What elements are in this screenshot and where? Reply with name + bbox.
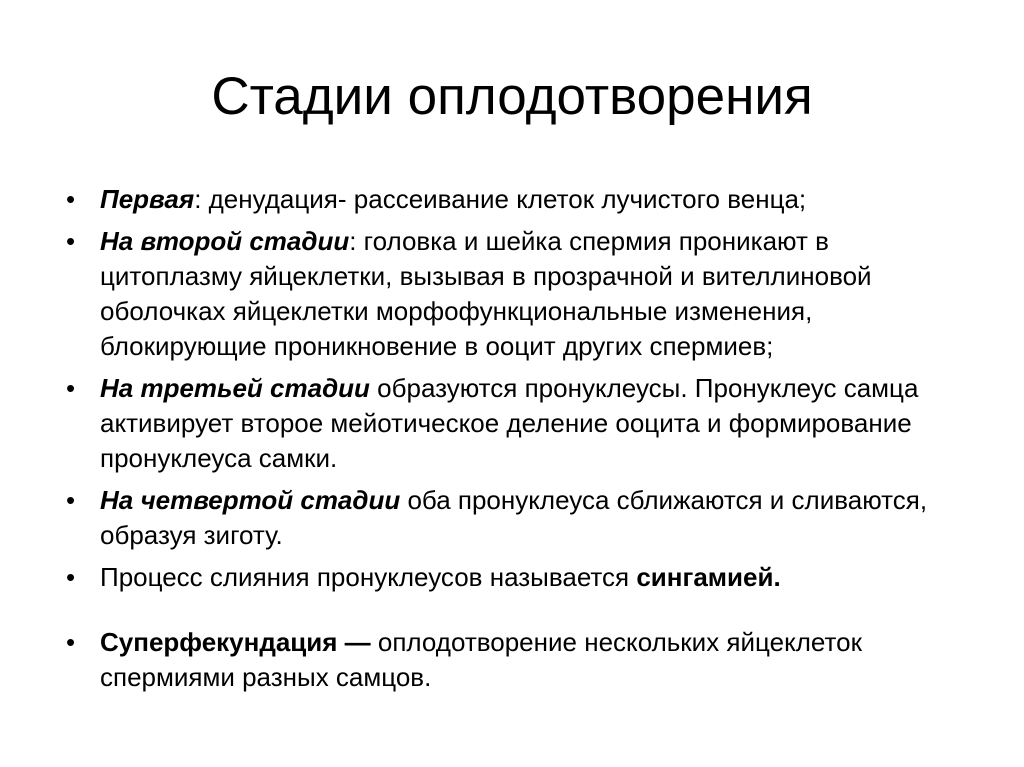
list-item-stage-1 [66,182,966,217]
stage-text: : головка и шейка спермия проникают в цитоплазму яйцеклетки, вызывая в прозрачной и вителлиновой оболочках яйцеклетки морфофункциональные изменения, блокирующие проникновение в ооцит других спермиев; [100,226,872,361]
stage-text: образуются пронуклеусы. Пронуклеус самца активирует второе мейотическое деление ооцита и формирование пронуклеуса самки. [100,373,919,473]
bullet-icon: • [66,184,76,214]
list-item-stage-2 [66,224,966,364]
list-item-stage-4 [66,483,966,553]
list-item-superfecundation [66,625,966,695]
slide-title: Стадии оплодотворения [211,67,813,126]
syngamy-text: Процесс слияния пронуклеусов называется [100,562,637,592]
stage-label: На четвертой стадии [100,485,401,515]
list-item-syngamy [66,560,966,595]
stage-label: На второй стадии [100,226,350,256]
syngamy-term: сингамией. [636,562,781,592]
stage-label: На третьей стадии [100,373,370,403]
bullet-list [66,182,966,702]
superfecundation-term: Суперфекундация — [100,627,371,657]
bullet-icon: • [66,485,76,515]
stage-text: : денудация- рассеивание клеток лучистого венца; [194,184,807,214]
bullet-icon: • [66,226,76,256]
bullet-icon: • [66,627,76,657]
stage-text: оба пронуклеуса сближаются и сливаются, образуя зиготу. [100,485,928,550]
bullet-icon: • [66,373,76,403]
stage-label: Первая [100,184,195,214]
bullet-icon: • [66,562,76,592]
list-item-stage-3 [66,371,966,476]
superfecundation-text: оплодотворение нескольких яйцеклеток спермиями разных самцов. [100,627,862,692]
